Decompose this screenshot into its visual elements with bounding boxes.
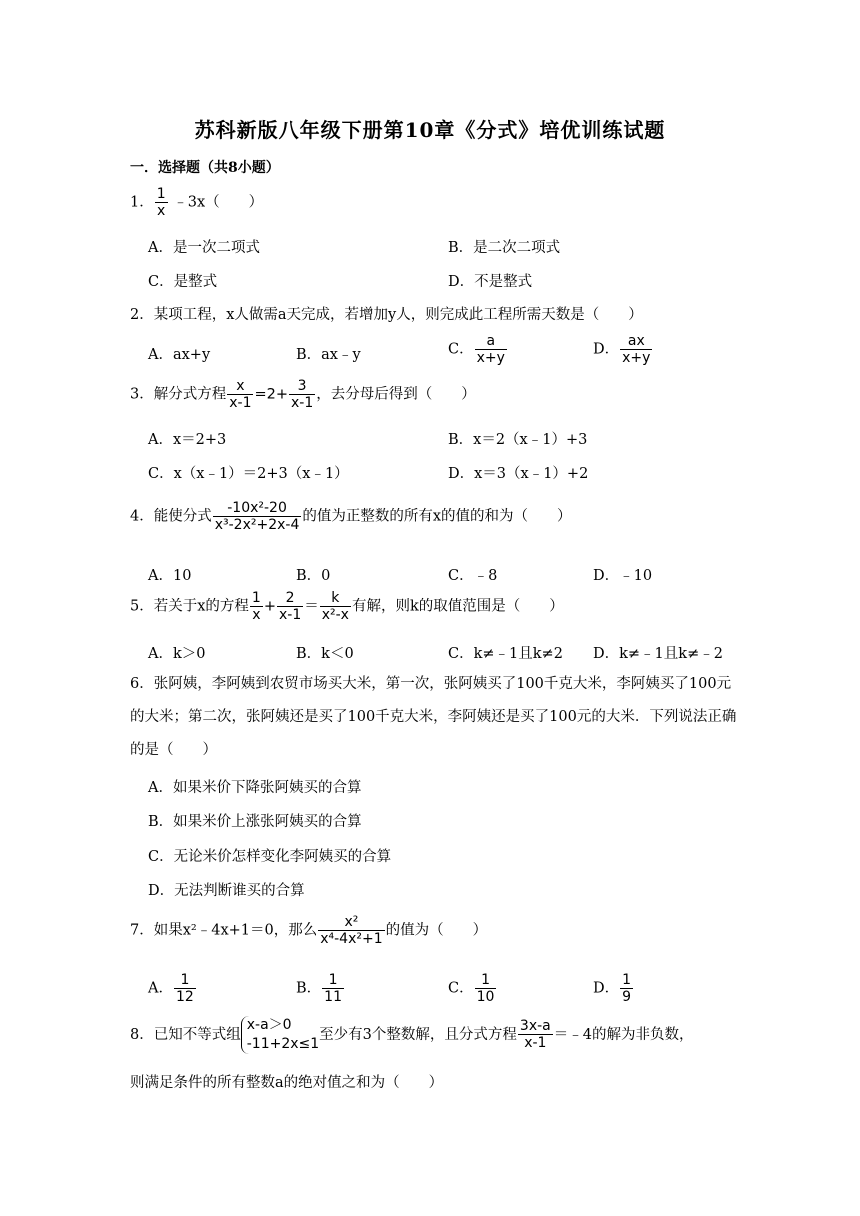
q3-fraction-2: $\frac{3}{x-1}$ <box>291 378 314 412</box>
q5-fraction-2: $\frac{2}{x-1}$ <box>278 590 302 624</box>
q4-option-d: D．﹣10 <box>593 568 653 584</box>
q4-option-c: C．﹣8 <box>448 568 498 584</box>
question-5: 5．若关于x的方程 $\frac{1}{x}$ + $\frac{2}{x-1}$ ＝ $\frac{k}{\text{x²-x}}$ 有解，则k的取值范围是（ ） <box>130 590 564 624</box>
q7-option-b: B． $\frac{1}{11}$ <box>296 972 342 1006</box>
q2-d-fraction: $\frac{ax}{x+y}$ <box>622 333 651 367</box>
page-title: 苏科新版八年级下册第10章《分式》培优训练试题 <box>194 118 666 142</box>
question-2: 2．某项工程，x人做需a天完成，若增加y人，则完成此工程所需天数是（ ） <box>130 307 643 323</box>
q2-option-b: B．ax﹣y <box>296 347 361 363</box>
q5-option-c: C．k≠﹣1且k≠2 <box>448 646 563 662</box>
question-8-line-2: 则满足条件的所有整数a的绝对值之和为（ ） <box>130 1075 444 1091</box>
q4-option-a: A．10 <box>148 568 192 584</box>
q4-option-b: B．0 <box>296 568 331 584</box>
q2-option-d: D． $\frac{ax}{x+y}$ <box>593 333 651 367</box>
q1-tail: ﹣3x（ ） <box>168 194 264 211</box>
q8-inequality-system: x-a＞0 -11+2x≤1 <box>241 1016 319 1054</box>
q5-fraction-3: $\frac{k}{\text{x²-x}}$ <box>321 590 349 624</box>
q6-option-a: A．如果米价下降张阿姨买的合算 <box>148 780 362 796</box>
q3-option-c: C．x（x﹣1）＝2+3（x﹣1） <box>148 466 349 482</box>
q2-option-c: C． $\frac{a}{x+y}$ <box>448 333 505 367</box>
q6-option-d: D．无法判断谁买的合算 <box>148 883 305 899</box>
q8-fraction: $\frac{3x-a}{x-1}$ <box>519 1018 551 1052</box>
question-6: 6．张阿姨，李阿姨到农贸市场买大米，第一次，张阿姨买了100千克大米，李阿姨买了100元的大米；第二次，张阿姨还是买了100千克大米，李阿姨还是买了100元的大米．下列说法正确的是（ ） <box>130 676 737 758</box>
q1-option-b: B．是二次二项式 <box>448 240 561 256</box>
q1-fraction: $\frac{1}{x}$ <box>156 186 166 220</box>
q6-option-b: B．如果米价上涨张阿姨买的合算 <box>148 814 362 830</box>
q3-option-d: D．x＝3（x﹣1）+2 <box>448 466 589 482</box>
q7-option-d: D． $\frac{1}{9}$ <box>593 972 632 1006</box>
q6-option-c: C．无论米价怎样变化李阿姨买的合算 <box>148 849 392 865</box>
q7-fraction: $\frac{\text{x²}}{\text{x⁴-4x²+1}}$ <box>320 914 383 948</box>
q1-option-a: A．是一次二项式 <box>148 240 260 256</box>
question-7: 7．如果x²﹣4x+1＝0，那么 $\frac{\text{x²}}{\text{x⁴-4x²+1}}$ 的值为（ ） <box>130 914 488 948</box>
question-4: 4．能使分式 $\frac{\text{-10x²-20}}{\text{x³-2x²+2x-4}}$ 的值为正整数的所有x的值的和为（ ） <box>130 500 572 534</box>
q1-option-c: C．是整式 <box>148 274 218 290</box>
question-8: 8．已知不等式组 x-a＞0 -11+2x≤1 至少有3个整数解，且分式方程 $\frac{3x-a}{x-1}$ ＝﹣4的解为非负数， <box>130 1017 694 1052</box>
q1-number: 1． <box>130 194 154 211</box>
question-1 <box>130 186 263 219</box>
question-3: 3．解分式方程 $\frac{x}{x-1}$ =2+ $\frac{3}{x-1}$ ，去分母后得到（ ） <box>130 378 476 412</box>
section-heading: 一．选择题（共8小题） <box>130 160 280 176</box>
q5-option-b: B．k＜0 <box>296 646 354 662</box>
q3-fraction-1: $\frac{x}{x-1}$ <box>229 378 252 412</box>
q7-option-a: A． $\frac{1}{12}$ <box>148 972 194 1006</box>
q2-c-fraction: $\frac{a}{x+y}$ <box>476 333 505 367</box>
q3-option-a: A．x＝2+3 <box>148 432 227 448</box>
q5-fraction-1: $\frac{1}{x}$ <box>251 590 261 624</box>
q4-fraction: $\frac{\text{-10x²-20}}{\text{x³-2x²+2x-4}}$ <box>214 500 300 534</box>
q7-option-c: C． $\frac{1}{10}$ <box>448 972 495 1006</box>
q2-option-a: A．ax+y <box>148 347 211 363</box>
q3-option-b: B．x＝2（x﹣1）+3 <box>448 432 588 448</box>
q5-option-a: A．k＞0 <box>148 646 206 662</box>
q5-option-d: D．k≠﹣1且k≠﹣2 <box>593 646 723 662</box>
q1-option-d: D．不是整式 <box>448 274 533 290</box>
